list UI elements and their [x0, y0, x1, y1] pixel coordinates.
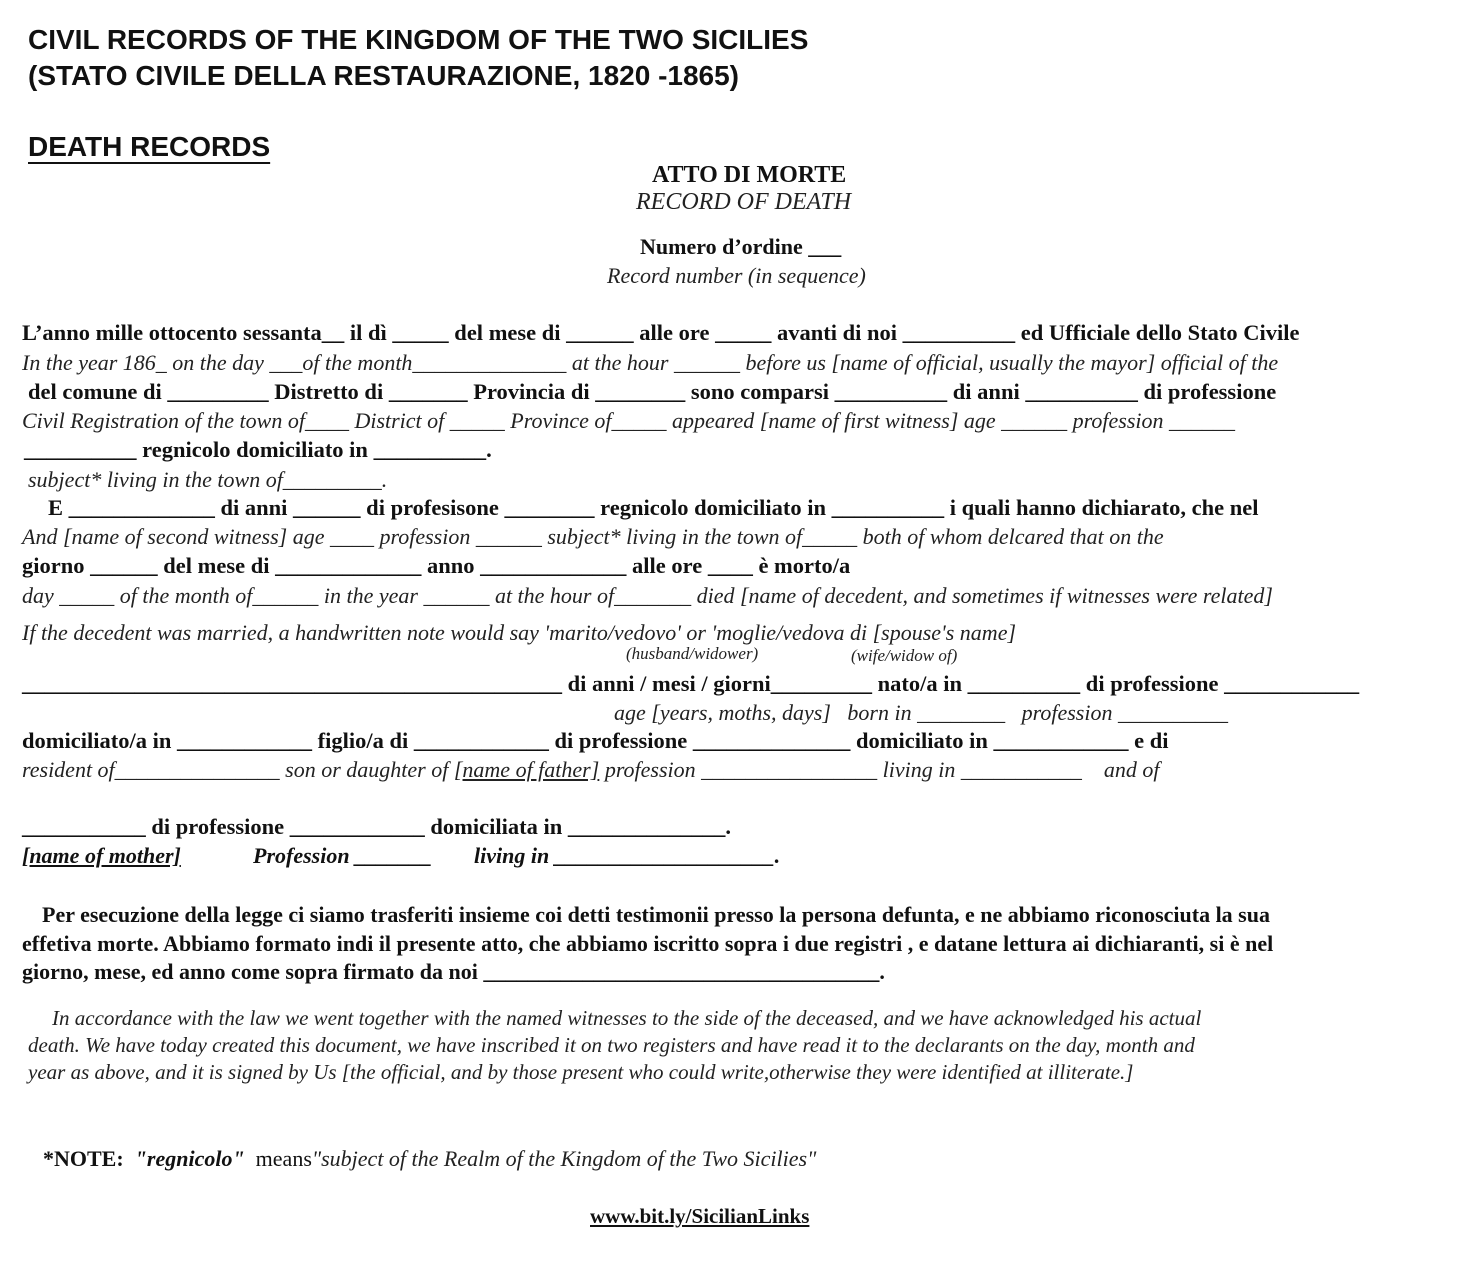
- record-number-english: Record number (in sequence): [607, 263, 866, 288]
- closing-paragraph-italian-2: effetiva morte. Abbiamo formato indi il presente atto, che abbiamo iscritto sopra i due registri , e datane lettura ai dichiaranti, si è nel: [22, 931, 1274, 956]
- form-line-7-english: [22, 759, 1160, 781]
- form-line-7-english-start: resident of_______________ son or daughter of: [22, 757, 454, 782]
- form-line-2-english: Civil Registration of the town of____ District of _____ Province of_____ appeared [name of first witness] age ______ profession ______: [22, 408, 1236, 433]
- note-term: "regnicolo": [134, 1146, 245, 1171]
- note-definition: "subject of the Realm of the Kingdom of the Two Sicilies": [311, 1146, 817, 1171]
- closing-paragraph-italian-1: Per esecuzione della legge ci siamo trasferiti insieme coi detti testimonii presso la persona defunta, e ne abbiamo riconosciuta la sua: [42, 902, 1270, 927]
- form-line-7-italian: domiciliato/a in ____________ figlio/a di ____________ di professione ______________ domiciliato in ____________ e di: [22, 728, 1169, 753]
- form-line-8-italian: ___________ di professione ____________ domiciliata in ______________.: [22, 814, 731, 839]
- name-of-mother-label: [name of mother]: [22, 843, 181, 868]
- form-line-4-italian: E _____________ di anni ______ di profesisone ________ regnicolo domiciliato in __________ i quali hanno dichiarato, che nel: [48, 495, 1259, 520]
- form-line-5-english: day _____ of the month of______ in the year ______ at the hour of_______ died [name of decedent, and sometimes if witnesses were related]: [22, 583, 1273, 608]
- note-label: *NOTE:: [43, 1146, 124, 1171]
- record-title-english: RECORD OF DEATH: [636, 189, 852, 215]
- closing-paragraph-english-1: In accordance with the law we went together with the named witnesses to the side of the deceased, and we have acknowledged his actual: [52, 1006, 1202, 1030]
- married-note: If the decedent was married, a handwritten note would say 'marito/vedovo' or 'moglie/vedova di [spouse's name]: [22, 620, 1017, 645]
- form-line-4-english: And [name of second witness] age ____ profession ______ subject* living in the town of_____ both of whom delcared that on the: [22, 524, 1164, 549]
- form-line-6-english: age [years, moths, days] born in ________ profession __________: [614, 700, 1228, 725]
- form-line-5-italian: giorno ______ del mese di _____________ anno _____________ alle ore ____ è morto/a: [22, 553, 851, 578]
- wife-label: (wife/widow of): [851, 646, 958, 665]
- form-line-2-italian: del comune di _________ Distretto di _______ Provincia di ________ sono comparsi __________ di anni __________ di professione: [28, 379, 1277, 404]
- name-of-father-label: [name of father]: [453, 757, 600, 782]
- regnicolo-note: [32, 1126, 816, 1170]
- closing-paragraph-english-3: year as above, and it is signed by Us [the official, and by those present who could write,otherwise they were identified at illiterate.]: [28, 1060, 1134, 1084]
- form-line-3-english: subject* living in the town of_________.: [28, 467, 388, 492]
- record-title-italian: ATTO DI MORTE: [652, 162, 847, 188]
- closing-paragraph-italian-3: giorno, mese, ed anno come sopra firmato da noi ____________________________________.: [22, 959, 885, 984]
- record-number-italian: Numero d’ordine ___: [640, 234, 842, 259]
- closing-paragraph-english-2: death. We have today created this document, we have inscribed it on two registers and have read it to the declarants on the day, month and: [28, 1033, 1195, 1057]
- husband-label: (husband/widower): [626, 644, 759, 663]
- form-line-6-italian: ________________________________________________ di anni / mesi / giorni_________ nato/a in __________ di professione ____________: [22, 671, 1360, 696]
- form-line-1-english: In the year 186_ on the day ___of the month______________ at the hour ______ before us [name of official, usually the mayor] official of the: [22, 350, 1279, 375]
- form-line-7-english-end: profession ________________ living in ___________ and of: [599, 757, 1160, 782]
- note-means: means: [255, 1146, 312, 1171]
- document-title-line2: (STATO CIVILE DELLA RESTAURAZIONE, 1820 -1865): [28, 60, 740, 91]
- mother-profession-label: Profession _______: [253, 843, 433, 868]
- mother-living-label: living in ____________________.: [474, 843, 781, 868]
- sicilian-links-url[interactable]: www.bit.ly/SicilianLinks: [590, 1204, 810, 1228]
- form-line-1-italian: L’anno mille ottocento sessanta__ il dì _____ del mese di ______ alle ore _____ avanti di noi __________ ed Ufficiale dello Stato Civile: [22, 320, 1300, 345]
- section-heading: DEATH RECORDS: [28, 131, 271, 162]
- document-title-line1: CIVIL RECORDS OF THE KINGDOM OF THE TWO SICILIES: [28, 24, 809, 55]
- form-line-3-italian: __________ regnicolo domiciliato in __________.: [24, 437, 492, 462]
